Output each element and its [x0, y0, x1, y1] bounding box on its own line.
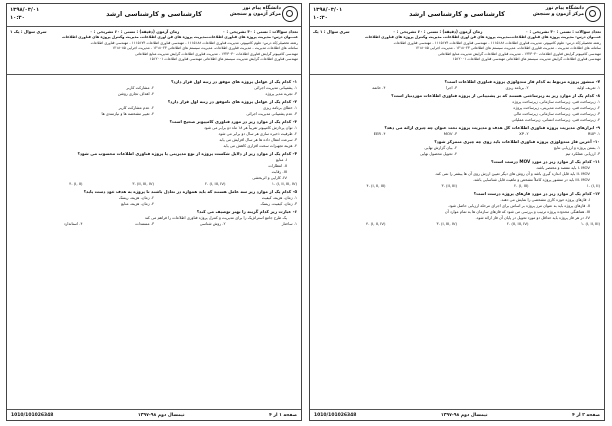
answer-options [11, 181, 297, 187]
exam-code-2: ۱۰:۳۰ [10, 15, 25, 21]
answer-option: ۲. مشارکت کاربر [126, 85, 154, 90]
question-series: سری سوال : ۱ یک [313, 29, 350, 34]
answer-options [314, 131, 600, 137]
question-item: II. فازهای پروژه باید به عنوان مرز پروژه بر اساس برای اجرای مرحله ارزیابی حاصل شود. [447, 203, 590, 208]
answer-option: ۴. خاتمه [372, 85, 386, 90]
semester: نیمسال دوم ۹۸-۱۳۹۷ [440, 412, 488, 418]
question-item: IV. در هر فاز پروژه باید حداقل دو مورد تحویل در پایان آن فاز ارائه شود. [475, 215, 590, 220]
answer-options [11, 195, 297, 207]
barcode-number: 1010/101026348 [11, 412, 54, 418]
question-item: II. انتظارات [268, 163, 287, 168]
question-item: I. منابع [276, 157, 287, 162]
question-series: سری سوال : یک ۱ [10, 29, 47, 34]
question-text: ۸- کدام یک از موارد زیر به زیرساختی هستند که بر پشتیبانی از پروژه فناوری اطلاعات موردنیاز است؟ [391, 93, 600, 98]
answer-option: ۴. اهداف تجاری روشن [117, 91, 154, 96]
exam-code-block [10, 6, 39, 22]
answer-option: (I, III, IV) .۳ [436, 221, 457, 226]
answer-option: (II, III, IV) .۲ [506, 221, 529, 226]
question-text: ۱۰- آخرین فاز متدولوژی پروژه فناوری اطلاعات باید روی چه چیزی متمرکز شود؟ [434, 139, 600, 144]
answer-option: ۲. بیان گزارش نهایی [424, 145, 457, 150]
answer-option: ۳. عدم پشتیبانی مدیریت اجرائی [246, 111, 297, 116]
exam-time: زمان آزمون (دقیقه) : تستی : ۶۰ تشریحی : ۰ [89, 29, 180, 34]
answer-option: ۲. ظرفیت ذخیره سازی هر سال دو برابر می شود [218, 131, 297, 136]
exam-code-block [313, 6, 342, 22]
course-info-line: عنـــوان درس: مدیریت پروژه های فناوری اطلاعات،مدیریت پروژه های فن آوری اطلاعات، مدیریت وکنترل پروژه های فناوری اطلاعات [365, 35, 601, 39]
exam-code-2: ۱۰:۳۰ [313, 15, 328, 21]
answer-option: ۳. اجرا [445, 85, 457, 90]
answer-option: ۳. ارزیابی عملکرد تیم [565, 151, 600, 156]
answer-option: ۲. عدم مشارکت کاربر [118, 105, 154, 110]
university-name: دانشگاه پیام نور [242, 6, 281, 11]
question-text: ۱- کدام یک از عوامل پروژه های موفق در رتبه اول قرار دارد؟ [170, 79, 297, 84]
question-text: ۳- کدام یک از موارد زیر در مورد فناوری کامپیوتر صحیح است؟ [169, 119, 297, 124]
exam-footer [7, 409, 301, 420]
page-number: صفحه ۱ از ۴ [269, 412, 297, 418]
answer-option: ۳. زیرساخت فنی، زیرساخت سازمانی، زیرساخت مالی [513, 111, 600, 116]
question-item: III. رقابت [271, 169, 287, 174]
question-item: II. MOV باید قابل اندازه گیری باشد و آن روش های دیگر تعیین ارزش روی آن ها بیشتر را نمی کند. [434, 171, 590, 176]
question-text: ۱۲- کدام یک از موارد زیر در مورد فازهای پروژه درست است؟ [473, 191, 600, 196]
exam-header [310, 4, 604, 27]
questions-count: تعداد سوالات : تستی : ۳۰ تشریحی : ۰ [525, 29, 601, 34]
question-text: ۵- کدام یک از موارد زیر سه عامل هستند که باید همواره در تعادل باشند تا پروژه به هدف خود دست یابد؟ [83, 189, 297, 194]
course-info-line: عنـــوان درس: مدیریت پروژه های فناوری اطلاعات،مدیریت پروژه های فن آوری اطلاعات، مدیریت وکنترل پروژه های فناوری اطلاعات [62, 35, 298, 39]
course-info-line: مهندسی فناوری اطلاعات گرایش مدیریت سیستم های اطلاعاتی مهندسی فناوری اطلاعات ۱۵۱۲۰۰۱ [452, 57, 601, 62]
question-item: IV. کارایی و اثربخشی [252, 175, 287, 180]
answer-options [314, 85, 600, 91]
answer-option: (I, II) .۴ [69, 181, 83, 186]
course-info [310, 27, 604, 75]
answer-option: ۳. مستندات [135, 221, 154, 226]
exam-title: کارشناسی و کارشناسی ارشد [409, 10, 505, 18]
question-statement: یک طرح جامع استراتژیک را برای مدیریت و کنترل پروژه فناوری اطلاعات را فراهم می کند [144, 215, 287, 220]
answer-option: ۲. XP [519, 131, 529, 136]
answer-option: ۱. تعریف اولیه [577, 85, 600, 90]
question-text: ۲- کدام یک از عوامل پروژه های ناموفق در رتبه اول قرار دارد؟ [167, 99, 297, 104]
answer-option: (I, II, III) .۴ [366, 183, 386, 188]
answer-option: (II, III, IV) .۳ [132, 181, 154, 186]
answer-option: ۱. پشتیبانی مدیریت اجرائی [254, 85, 297, 90]
answer-option: ۴. زمان، هزینه، منابع [121, 201, 154, 206]
answer-options [314, 145, 600, 157]
exam-footer [310, 409, 604, 420]
answer-options [11, 85, 297, 97]
answer-option: ۱. زمان، هزینه، کیفیت [261, 195, 297, 200]
answer-option: ۲. زیرساخت فنی، زیرساخت مدیریتی، زیرساخت پروژه [513, 105, 600, 110]
answer-option: ۱. ساختار [281, 221, 297, 226]
answer-option: ۳. MOV [443, 131, 457, 136]
exam-time: زمان آزمون (دقیقه) : تستی : ۶۰ تشریحی : ۰ [392, 29, 483, 34]
answer-option: ۴. تغییر مشخصه ها و نیازمندی ها [101, 111, 154, 116]
answer-option: ۳. زمان، کیفیت، ریسک [260, 201, 297, 206]
answer-option: ۱. RUP [587, 131, 600, 136]
answer-option: (I, II, IV) .۴ [366, 221, 386, 226]
answer-option: ۴. EER [373, 131, 386, 136]
exam-code-1: ۱۳۹۸/۰۳/۰۱ [10, 7, 40, 13]
center-name: مرکز آزمون و سنجش [532, 12, 584, 17]
course-info-line: رشته تحصیلی/کد درس: علوم کامپیوتر، مدیریت فناوری اطلاعات ۱۱۱۵۱۸۸ - مهندسی فناوری اطلاعات ۱۱۱۵۱۷۴ - مهندسی فناوری اطلاعات [90, 40, 298, 45]
exam-header [7, 4, 301, 27]
course-info-line: مهندسی فناوری اطلاعات گرایش مدیریت سیستم های اطلاعاتی مهندسی فناوری اطلاعات ۱۵۱۲۰۰۱ [149, 57, 298, 62]
answer-option: ۴. تحویل محصول نهایی [420, 151, 457, 156]
info-row [10, 28, 298, 35]
answer-option: ۴. هزینه تجهیزات سخت افزاری کاهش می یابد [223, 143, 297, 148]
answer-options [314, 183, 600, 189]
answer-options [11, 125, 297, 149]
question-item: III. هماهنگی محدوده پروژه ترتیب و بررسی می شود که فازهای سازمان ها به تمام موارد آن [444, 209, 590, 214]
answer-option: (I, II, III) .۱ [581, 221, 600, 226]
questions-count: تعداد سوالات : تستی : ۳۰ تشریحی : ۰ [222, 29, 298, 34]
answer-option: ۳. سرعت انتقال داده ها هر سال افزایش می یابد [219, 137, 297, 142]
barcode-number: 1010/101026348 [314, 412, 357, 418]
question-item: III. MOV باید در منشور پروژه کاملاً مشخص و ماهیت قابل شناسایی باشد. [472, 177, 590, 182]
center-name: مرکز آزمون و سنجش [229, 12, 281, 17]
answer-option: ۲. روش شناسی [199, 221, 226, 226]
question-item: I. فازهای پروژه حوزه کاری مشخصی را نمایش می دهند. [500, 197, 590, 202]
course-info-line: مهندسی کامپیوتر گرایش فناوری اطلاعات ۱۳۲۳۰۳۰ - مدیریت فناوری اطلاعات گرایش مدیریت منابع اطلاعاتی [134, 51, 298, 56]
course-info-line: سامانه های اطلاعات مدیریت - مدیریت فناوری اطلاعات، مدیریت سیستم های اطلاعاتی ۱۲۱۸۰۲۳ - مدیریت اجرایی ۱۲۱۸۰۸۵ [415, 46, 601, 51]
question-text: ۱۱- کدام یک از موارد زیر در مورد MOV درست است؟ [490, 159, 600, 164]
question-text: ۹- ابزارهای مدیریت پروژه فناوری اطلاعات کل هدف و مدیریت پروژه تحت عنوان چه چیزی ارائه می دهد؟ [384, 125, 600, 130]
info-row [313, 28, 601, 35]
answer-options [314, 221, 600, 227]
answer-option: (I, II, III, IV) .۱ [271, 181, 297, 186]
answer-option: (I, II) .۱ [586, 183, 600, 188]
question-text: ۴- کدام یک از موارد زیر از دلایل شکست پروژه از نوع مدیریتی یا پروژه فناوری اطلاعات محسوب می شود؟ [77, 151, 297, 156]
answer-options [11, 221, 297, 227]
answer-option: ۱. خطای برنامه ریزی [263, 105, 297, 110]
course-info-line: سامانه های اطلاعات مدیریت - مدیریت فناوری اطلاعات، مدیریت سیستم های اطلاعاتی ۱۲۱۸۰۲۳ - مدیریت اجرایی ۱۲۱۸۰۸۵ [112, 46, 298, 51]
answer-option: ۴. زیرساخت فنی، زیرساخت انسانی، زیرساخت عملیاتی [511, 117, 600, 122]
course-info [7, 27, 301, 75]
exam-code-1: ۱۳۹۸/۰۳/۰۱ [313, 7, 343, 13]
answer-option: ۲. زمان، هزینه، ریسک [118, 195, 154, 200]
university-name: دانشگاه پیام نور [545, 6, 584, 11]
answer-option: ۳. تجربه مدیر پروژه [265, 91, 297, 96]
answer-options [11, 105, 297, 117]
semester: نیمسال دوم ۹۸-۱۳۹۷ [137, 412, 185, 418]
answer-option: ۱. توان پردازش کامپیوتر تقریباً هر ۱۸ ماه دو برابر می شود [204, 125, 297, 130]
page-number: صفحه ۲ از ۴ [572, 412, 600, 418]
exam-title: کارشناسی و کارشناسی ارشد [106, 10, 202, 18]
answer-option: ۲. برنامه ریزی [505, 85, 529, 90]
questions [7, 75, 301, 229]
answer-option: ۱. زیرساخت فنی، زیرساخت سازمانی، زیرساخت پروژه [512, 99, 600, 104]
question-text: ۶- عبارت زیر کدام گزینه را بهتر توصیف می کند؟ [196, 209, 297, 214]
course-info-line: مهندسی کامپیوتر گرایش فناوری اطلاعات ۱۳۲۳۰۳۰ - مدیریت فناوری اطلاعات گرایش مدیریت منابع اطلاعاتی [437, 51, 601, 56]
question-item: I. MOV باید مقصد و مختصر باشد. [535, 165, 590, 170]
exam-page-2 [309, 3, 605, 421]
questions [310, 75, 604, 229]
answer-option: ۱. بستن پروژه و ارزیابی نتایج [553, 145, 600, 150]
exam-page-1 [6, 3, 302, 421]
answer-option: ۴. استاندارد [63, 221, 83, 226]
answer-option: (I, III) .۲ [514, 183, 529, 188]
answer-option: (II, III) .۳ [441, 183, 457, 188]
question-text: ۷- منشور پروژه مربوط به کدام فاز متدولوژی پروژه فناوری اطلاعات است؟ [444, 79, 600, 84]
answer-option: (I, III, IV) .۲ [205, 181, 226, 186]
course-info-line: رشته تحصیلی/کد درس: علوم کامپیوتر، مدیریت فناوری اطلاعات ۱۱۱۵۱۸۸ - مهندسی فناوری اطلاعات ۱۱۱۵۱۷۴ - مهندسی فناوری اطلاعات [393, 40, 601, 45]
answer-options [314, 99, 600, 123]
